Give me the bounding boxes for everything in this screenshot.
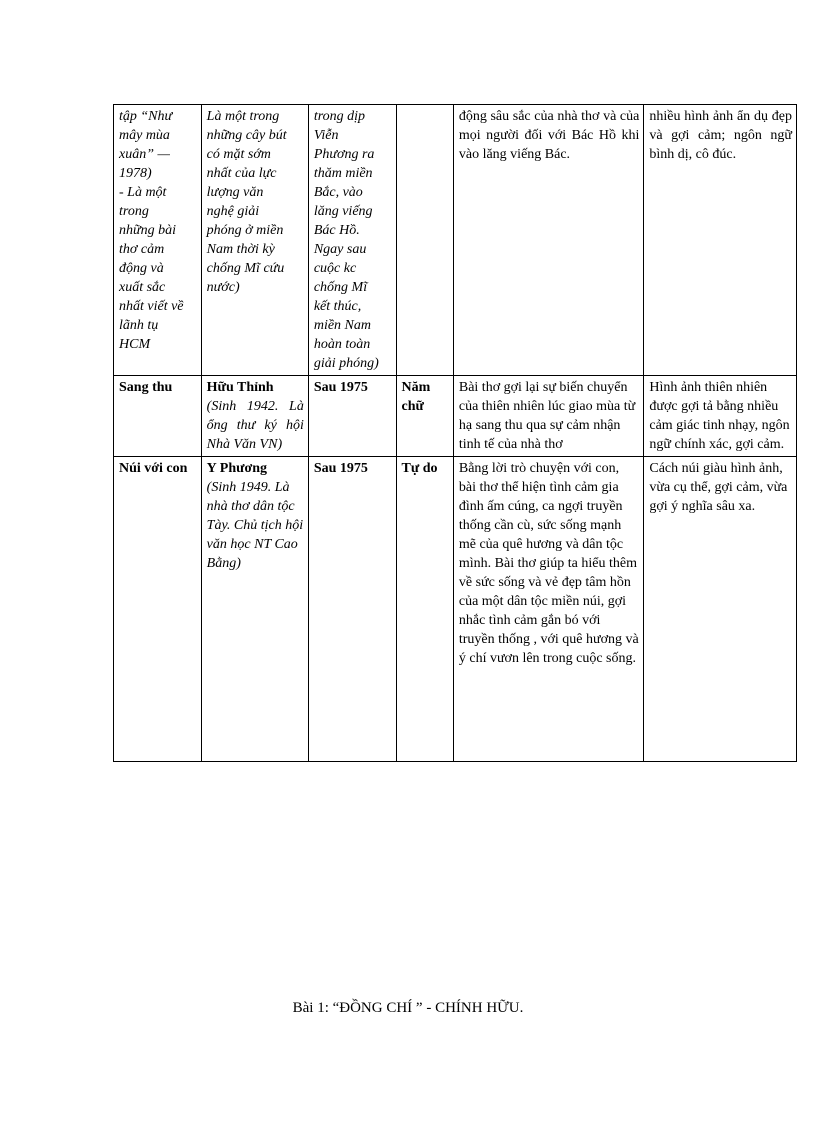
table-row [114, 105, 797, 376]
author-bio: (Sinh 1942. Là ổng thư ký hội Nhà Văn VN) [206, 399, 304, 452]
text-line: hoàn toàn [313, 337, 371, 352]
form-cell: Tự do [396, 457, 453, 762]
text-line: Là một trong [206, 109, 280, 124]
text-line: lãnh tụ [119, 318, 159, 333]
text-line: trong [119, 204, 149, 219]
author-cell [114, 105, 202, 376]
art-cell: Cách núi giàu hình ảnh, vừa cụ thể, gợi cảm, vừa gợi ý nghĩa sâu xa. [644, 457, 797, 762]
content-cell: động sâu sắc của nhà thơ và của mọi người đối với Bác Hồ khi vào lăng viếng Bác. [453, 105, 644, 376]
table-row [114, 376, 797, 457]
text-line: những cây bút [206, 128, 287, 143]
text-line: - Là một [119, 185, 167, 200]
text-line: chống Mĩ cứu [206, 261, 285, 276]
table-row [114, 457, 797, 762]
text-line: trong dịp [313, 109, 366, 124]
author-cell [201, 457, 308, 762]
text-line: Bác Hồ. [313, 223, 360, 238]
text-line: Ngay sau [313, 242, 367, 257]
year-cell [308, 105, 396, 376]
text-line: 1978) [119, 166, 152, 181]
author-name: Y Phương [206, 461, 268, 476]
author-cell [201, 376, 308, 457]
poem-name-cell: Sang thu [114, 376, 202, 457]
year-cell: Sau 1975 [308, 376, 396, 457]
text-line: miền Nam [313, 318, 371, 333]
text-line: tập “Như [119, 109, 173, 124]
form-cell: Năm chữ [396, 376, 453, 457]
text-line: nhất của lực [206, 166, 277, 181]
text-line: kết thúc, [313, 299, 362, 314]
content-cell: Bài thơ gợi lại sự biến chuyển của thiên nhiên lúc giao mùa từ hạ sang thu qua sự cảm nhận tinh tế của nhà thơ [453, 376, 644, 457]
text-line: nước) [206, 280, 240, 295]
text-line: Nam thời kỳ [206, 242, 275, 257]
author-bio: (Sinh 1949. Là nhà thơ dân tộc Tày. Chủ tịch hội văn học NT Cao Bằng) [206, 480, 304, 571]
text-line: phóng ở miền [206, 223, 284, 238]
text-line: có mặt sớm [206, 147, 271, 162]
text-line: thơ cảm [119, 242, 165, 257]
section-heading: Bài 1: “ĐỒNG CHÍ ” - CHÍNH HỮU. [292, 1000, 524, 1016]
text-line: cuộc kc [313, 261, 357, 276]
author-name: Hữu Thỉnh [206, 380, 274, 395]
text-line: giải phóng) [313, 356, 379, 371]
text-line: những bài [119, 223, 177, 238]
poem-name-cell: Núi với con [114, 457, 202, 762]
text-line: Viễn [313, 128, 339, 143]
text-line: xuất sắc [119, 280, 166, 295]
text-line: động và [119, 261, 164, 276]
text-line: chống Mĩ [313, 280, 368, 295]
text-line: xuân” — [119, 147, 170, 162]
art-cell: nhiều hình ảnh ẩn dụ đẹp và gợi cảm; ngôn ngữ bình dị, cô đúc. [644, 105, 797, 376]
text-line: thăm miền [313, 166, 373, 181]
text-line: Bắc, vào [313, 185, 363, 200]
form-cell [396, 105, 453, 376]
text-line: Phương ra [313, 147, 375, 162]
text-line: lăng viếng [313, 204, 373, 219]
text-line: lượng văn [206, 185, 264, 200]
text-line: mây mùa [119, 128, 170, 143]
art-cell: Hình ảnh thiên nhiên được gợi tả bằng nhiều cảm giác tinh nhạy, ngôn ngữ chính xác, gợi cảm. [644, 376, 797, 457]
year-cell: Sau 1975 [308, 457, 396, 762]
text-line: HCM [119, 337, 151, 352]
poems-table [113, 104, 797, 762]
content-cell: Bằng lời trò chuyện với con, bài thơ thể hiện tình cảm gia đình ấm cúng, ca ngợi truyền thống cần cù, sức sống mạnh mẽ của quê hương và dân tộc mình. Bài thơ giúp ta hiểu thêm về sức sống và vẻ đẹp tâm hồn của một dân tộc miền núi, gợi nhắc tình cảm gắn bó với truyền thống , với quê hương và ý chí vươn lên trong cuộc sống. [453, 457, 644, 762]
bio-cell [201, 105, 308, 376]
text-line: nghệ giải [206, 204, 260, 219]
text-line: nhất viết về [119, 299, 184, 314]
